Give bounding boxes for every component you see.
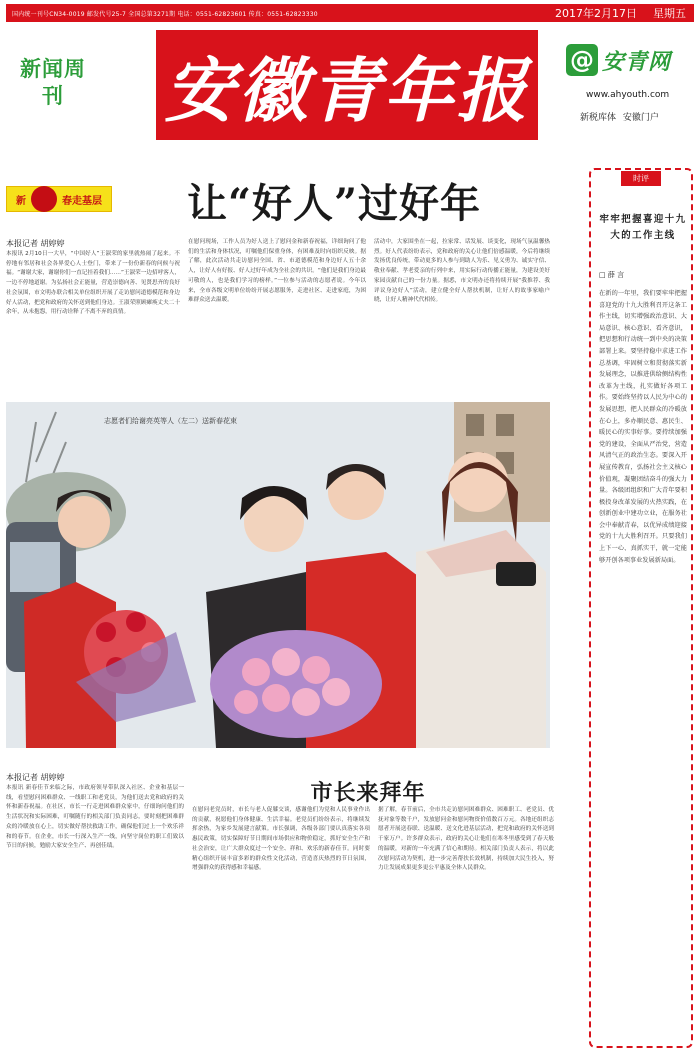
lead-article-column: 在慰问现场，工作人员为好人送上了慰问金和新春祝福，详细询问了他们的生活和身体状况，叮嘱他们保重身体，有困难及时向组织反映。据了解，此次活动共走访慰问全国、省、市道德模范和身边好人五十余人，让好人有好报、好人过好年成为全社会的共识。“他们是我们身边最可敬的人，也是我们学习的榜样。”一位参与活动的志愿者说。今年以来，全市各级文明单位纷纷开展志愿服务，走进社区、走进家庭，为困难群众送去温暖。 — [188, 239, 366, 304]
lead-article-column: 活动中，大家围坐在一起，拉家常、话发展、谈变化，现场气氛温馨热烈。好人代表纷纷表示，党和政府的关心让他们倍感温暖，今后将继续发扬优良传统，带动更多的人参与到助人为乐、见义勇为、诚实守信、敬业奉献、孝老爱亲的行列中来，用实际行动传播正能量，为建设美好家园贡献自己的一份力量。据悉，市文明办还将持续开展“我推荐、我评议身边好人”活动，建立健全好人帮扶机制，让好人的故事家喻户晓，让好人精神代代相传。 — [374, 239, 550, 304]
section-label: 新闻周刊 — [20, 57, 86, 108]
website-logo-text: 安青网 — [602, 49, 672, 75]
second-article-column: 据了解，春节前后，全市共走访慰问困难群众、困难职工、老党员、优抚对象等数千户，发放慰问金和慰问物资价值数百万元。各地还组织志愿者开展送春联、送温暖、送文化进基层活动，把党和政府的关怀送到千家万户。许多群众表示，政府的关心让他们在寒冬里感受到了春天般的温暖，对新的一年充满了信心和期待。相关部门负责人表示，将以此次慰问活动为契机，进一步完善帮扶长效机制，持续加大民生投入，努力让发展成果更多更公平惠及全体人民群众。 — [378, 807, 554, 872]
commentary-title: 牢牢把握喜迎十九大的工作主线 — [599, 214, 687, 241]
newspaper-title: 安徽青年报 — [164, 48, 530, 132]
issue-date: 2017年2月17日 — [555, 7, 637, 20]
column-badge — [6, 186, 112, 212]
second-article-column: 在慰问老党员时，市长与老人促膝交谈，感谢他们为党和人民事业作出的贡献，祝愿他们身体健康、生活幸福。老党员们纷纷表示，将继续发挥余热，为家乡发展建言献策。市长强调，各级各部门要认真落实各项惠民政策，切实保障好节日期间市场供应和物价稳定，抓好安全生产和社会治安，让广大群众度过一个安全、祥和、欢乐的新春佳节。同时要精心组织开展丰富多彩的群众性文化活动，营造喜庆热烈的节日氛围，增强群众的获得感和幸福感。 — [192, 807, 370, 872]
masthead-info-bar — [6, 4, 694, 22]
commentary-sidebar — [589, 168, 693, 1048]
column-badge-right: 春走基层 — [62, 195, 102, 207]
website-channels: 新税库体 安徽门户 — [580, 113, 659, 123]
publication-meta: 国内统一刊号CN34-0019 邮发代号25-7 全国总第3271期 电话：0551-62823601 传真：0551-62823330 — [12, 10, 318, 18]
second-headline: 市长来拜年 — [310, 780, 426, 806]
lead-article-column: 本报讯 2月10日一大早，“中国好人”王淑荣的家里就热闹了起来。不停地有邻居和社会各界爱心人士登门，带来了一份份新春的问候与祝福。“谢谢大家，谢谢你们一直记挂着我们……”王淑荣一边招呼客人，一边不停地道谢。为弘扬社会正能量，营造崇德向善、见贤思齐的良好社会氛围，市文明办联合相关单位组织开展了走访慰问道德模范和身边好人活动，把党和政府的关怀送到他们身边。王淑荣照顾瘫痪丈夫二十余年，从未抱怨，用行动诠释了不离不弃的真情。 — [6, 251, 180, 316]
rooster-icon — [31, 186, 57, 212]
commentary-author: □ 薛 言 — [599, 271, 625, 279]
newspaper-masthead — [156, 30, 538, 140]
lead-headline: 让“好人”过好年 — [186, 180, 481, 227]
news-photo — [6, 402, 550, 748]
commentary-body: 在新的一年里，我们要牢牢把握喜迎党的十九大胜利召开这条工作主线，切实增强政治意识、大局意识、核心意识、看齐意识，把思想和行动统一到中央的决策部署上来。要坚持稳中求进工作总基调，牢固树立和贯彻落实新发展理念，以推进供给侧结构性改革为主线，扎实做好各项工作。要始终坚持以人民为中心的发展思想，把人民群众的冷暖放在心上，多办顺民意、惠民生、暖民心的实事好事。要持续加强党的建设，全面从严治党，营造风清气正的政治生态。要深入开展宣传教育，弘扬社会主义核心价值观，凝聚团结奋斗的强大力量。各级团组织和广大青年要积极投身改革发展的火热实践，在创新创业中建功立业，在服务社会中奉献青春，以优异成绩迎接党的十九大胜利召开。只要我们上下一心、真抓实干，就一定能够开创各项事业发展新局面。 — [599, 290, 687, 564]
website-block — [566, 44, 692, 123]
commentary-tag: 时评 — [621, 171, 661, 186]
second-byline: 本报记者 胡婷婷 — [6, 773, 65, 782]
photo-caption: 志愿者们给谢亮英等人（左二）送新春花束 — [104, 417, 237, 425]
website-url[interactable]: www.ahyouth.com — [586, 90, 670, 100]
column-badge-left: 新 — [16, 195, 26, 207]
second-article-column: 本报讯 新春佳节来临之际，市政府领导带队深入社区、企业和基层一线，看望慰问困难群众、一线职工和老党员，为他们送去党和政府的关怀和新春祝福。在社区，市长一行走进困难群众家中，仔细询问他们的生活状况和实际困难，叮嘱随行的相关部门负责同志，要时刻把困难群众的冷暖放在心上，切实做好帮扶救助工作，确保他们过上一个欢乐祥和的春节。在企业，市长一行深入生产一线，向坚守岗位的职工们致以节日的问候，勉励大家安全生产、再创佳绩。 — [6, 785, 184, 850]
website-logo[interactable] — [566, 44, 692, 76]
at-icon: @ — [566, 44, 598, 76]
lead-byline: 本报记者 胡婷婷 — [6, 239, 65, 248]
news-photo-illustration — [6, 402, 550, 748]
issue-weekday: 星期五 — [653, 7, 686, 20]
